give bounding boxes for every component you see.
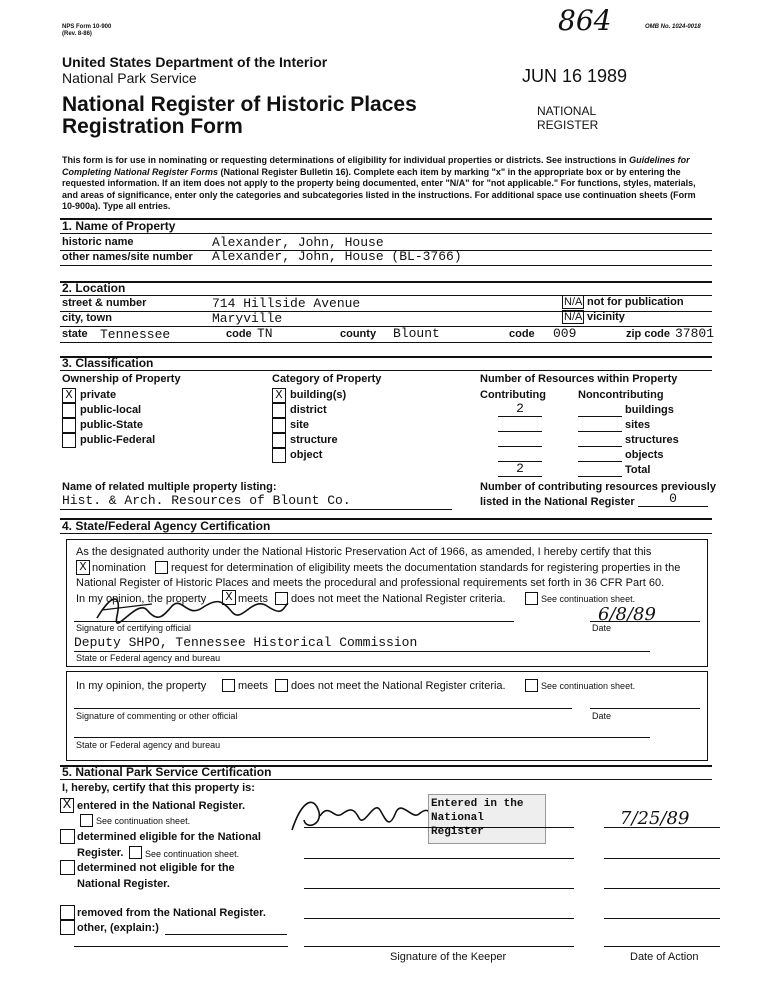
buildings-label: buildings [625,404,674,416]
sites-label: sites [625,419,651,431]
box2-date-label: Date [592,711,612,721]
certifying-date: 6/8/89 [598,604,656,625]
certifying-signature [92,588,292,628]
noncontrib-structures[interactable] [578,431,622,447]
noncontributing-header: Noncontributing [578,389,664,401]
eligible-label-1: determined eligible for the National [77,831,261,843]
contrib-objects[interactable] [498,446,542,462]
site-checkbox[interactable] [272,418,286,433]
agency-value[interactable]: Deputy SHPO, Tennessee Historical Commission [74,635,418,650]
entered-see-cont-checkbox[interactable] [80,814,93,827]
county-label: county [340,328,377,340]
does-not-meet-label: does not meet the National Register criteria. [291,593,506,605]
resources-header: Number of Resources within Property [480,373,678,385]
site-label: site [290,419,309,431]
state-value[interactable]: Tennessee [100,327,171,342]
nomination-label: nomination [92,562,146,574]
noncontrib-total[interactable] [578,461,622,477]
box2-opinion-prefix: In my opinion, the property [76,680,207,692]
stamp-register: REGISTER [537,118,599,132]
nomination-checkbox[interactable]: X [76,560,90,575]
omb-number: OMB No. 1024-0018 [645,24,701,30]
eligible-label-2: Register. [77,847,124,859]
multiple-property-label: Name of related multiple property listing: [62,481,277,493]
other-names-value[interactable]: Alexander, John, House (BL-3766) [212,249,462,264]
street-value[interactable]: 714 Hillside Avenue [212,296,361,311]
cert-line-3: National Register of Historic Places and meets the procedural and professional requirements set forth in 36 CFR Part 60. [76,577,665,589]
private-label: private [80,389,117,401]
service: National Park Service [62,70,197,86]
county-code-value[interactable]: 009 [553,326,577,341]
public-federal-label: public-Federal [80,434,156,446]
section-2-header: 2. Location [62,281,126,295]
zip-label: zip code [626,328,671,340]
cert-line-1: As the designated authority under the National Historic Preservation Act of 1966, as amended, I hereby certify that this [76,546,652,558]
ownership-header: Ownership of Property [62,373,181,385]
building-checkbox[interactable]: X [272,388,286,403]
section-3-header: 3. Classification [62,356,154,370]
certify-statement: I, hereby, certify that this property is: [62,782,255,794]
opinion-prefix: In my opinion, the property [76,593,207,605]
box2-see-continuation-label: See continuation sheet. [541,681,636,691]
historic-name-value[interactable]: Alexander, John, House [212,235,384,250]
state-code-value[interactable]: TN [257,326,273,341]
structure-label: structure [290,434,338,446]
box2-meets-label: meets [238,680,268,692]
not-for-publication-label: not for publication [587,296,684,308]
not-eligible-label-1: determined not eligible for the [77,862,235,874]
section-1-header: 1. Name of Property [62,219,176,233]
meets-label: meets [238,593,268,605]
box2-signature-label: Signature of commenting or other official [76,711,238,721]
date-label: Date [592,623,612,633]
action-date-label: Date of Action [630,951,699,963]
street-label: street & number [62,297,147,309]
contrib-sites[interactable] [498,416,542,432]
contrib-buildings[interactable]: 2 [498,401,542,417]
noncontrib-objects[interactable] [578,446,622,462]
object-label: object [290,449,323,461]
private-checkbox[interactable]: X [62,388,76,403]
city-label: city, town [62,312,112,324]
contributing-header: Contributing [480,389,546,401]
box2-see-continuation-checkbox[interactable] [525,679,538,692]
instructions: This form is for use in nominating or requesting determinations of eligibility for individual properties or districts. See instructions in Guidelines for Completing National Register Forms (National Register Bulletin 16). Complete each item by marking "x" in the appropriate box or by entering the requested information. If an item does not apply to the property being documented, enter "N/A" for "not applicable." For functions, styles, materials, and areas of significance, enter only the categories and subcategories listed in the instructions. For additional space use continuation sheets (Form 10-900a). Type all entries. [62,155,696,211]
previously-listed-value[interactable]: 0 [638,491,708,507]
request-checkbox[interactable] [155,561,168,574]
multiple-property-value[interactable]: Hist. & Arch. Resources of Blount Co. [62,493,351,508]
keeper-label: Signature of the Keeper [390,951,507,963]
entered-stamp: Entered in the National Register [428,794,546,844]
meets-checkbox[interactable]: X [222,590,236,605]
object-checkbox[interactable] [272,448,286,463]
action-date: 7/25/89 [620,808,690,829]
eligible-checkbox[interactable] [60,829,75,844]
received-stamp-date: JUN 16 1989 [522,66,628,86]
county-code-label: code [509,328,535,340]
signature-label: Signature of certifying official [76,623,191,633]
state-code-label: code [226,328,252,340]
structures-label: structures [625,434,679,446]
see-continuation-label: See continuation sheet. [541,594,636,604]
entered-label: entered in the National Register. [77,800,246,812]
box2-meets-checkbox[interactable] [222,679,235,692]
eligible-see-cont-label: See continuation sheet. [145,849,240,859]
noncontrib-sites[interactable] [578,416,622,432]
eligible-see-cont-checkbox[interactable] [129,846,142,859]
agency-label: State or Federal agency and bureau [76,653,221,663]
form-number: NPS Form 10-900 (Rev. 8-86) [62,24,112,37]
section-5-header: 5. National Park Service Certification [62,765,272,779]
box2-does-not-label: does not meet the National Register criteria. [291,680,506,692]
entered-see-cont-label: See continuation sheet. [96,816,191,826]
category-header: Category of Property [272,373,382,385]
box2-agency-label: State or Federal agency and bureau [76,740,221,750]
district-label: district [290,404,327,416]
state-label: state [62,328,88,340]
not-eligible-checkbox[interactable] [60,860,75,875]
box2-does-not-checkbox[interactable] [275,679,288,692]
previously-listed-label-1: Number of contributing resources previously [480,481,716,493]
form-title: National Register of Historic Places Registration Form [62,93,417,138]
na-publication: N/A [564,296,583,308]
na-vicinity: N/A [564,311,583,323]
removed-checkbox[interactable] [60,905,75,920]
objects-label: objects [625,449,664,461]
keeper-signature [284,790,434,840]
zip-value[interactable]: 37801 [675,326,715,341]
public-state-checkbox[interactable] [62,418,76,433]
contrib-total[interactable]: 2 [498,461,542,477]
city-value[interactable]: Maryville [212,311,283,326]
noncontrib-buildings[interactable] [578,401,622,417]
department: United States Department of the Interior [62,54,328,70]
contrib-structures[interactable] [498,431,542,447]
historic-name-label: historic name [62,236,134,248]
removed-label: removed from the National Register. [77,907,266,919]
see-continuation-checkbox[interactable] [525,592,538,605]
county-value[interactable]: Blount [393,326,440,341]
other-label: other, (explain:) [77,922,159,934]
handwritten-number: 864 [558,4,612,37]
public-local-label: public-local [80,404,142,416]
public-federal-checkbox[interactable] [62,433,76,448]
not-eligible-label-2: National Register. [77,878,170,890]
structure-checkbox[interactable] [272,433,286,448]
entered-checkbox[interactable]: X [60,798,74,813]
public-local-checkbox[interactable] [62,403,76,418]
district-checkbox[interactable] [272,403,286,418]
public-state-label: public-State [80,419,143,431]
vicinity-label: vicinity [587,311,625,323]
previously-listed-label-2: listed in the National Register [480,496,635,508]
stamp-national: NATIONAL [537,104,597,118]
other-names-label: other names/site number [62,251,193,263]
building-label: building(s) [290,389,347,401]
total-label: Total [625,464,651,476]
cert-line-2: request for determination of eligibility meets the documentation standards for registering properties in the [171,562,681,574]
section-4-header: 4. State/Federal Agency Certification [62,519,271,533]
other-checkbox[interactable] [60,920,75,935]
